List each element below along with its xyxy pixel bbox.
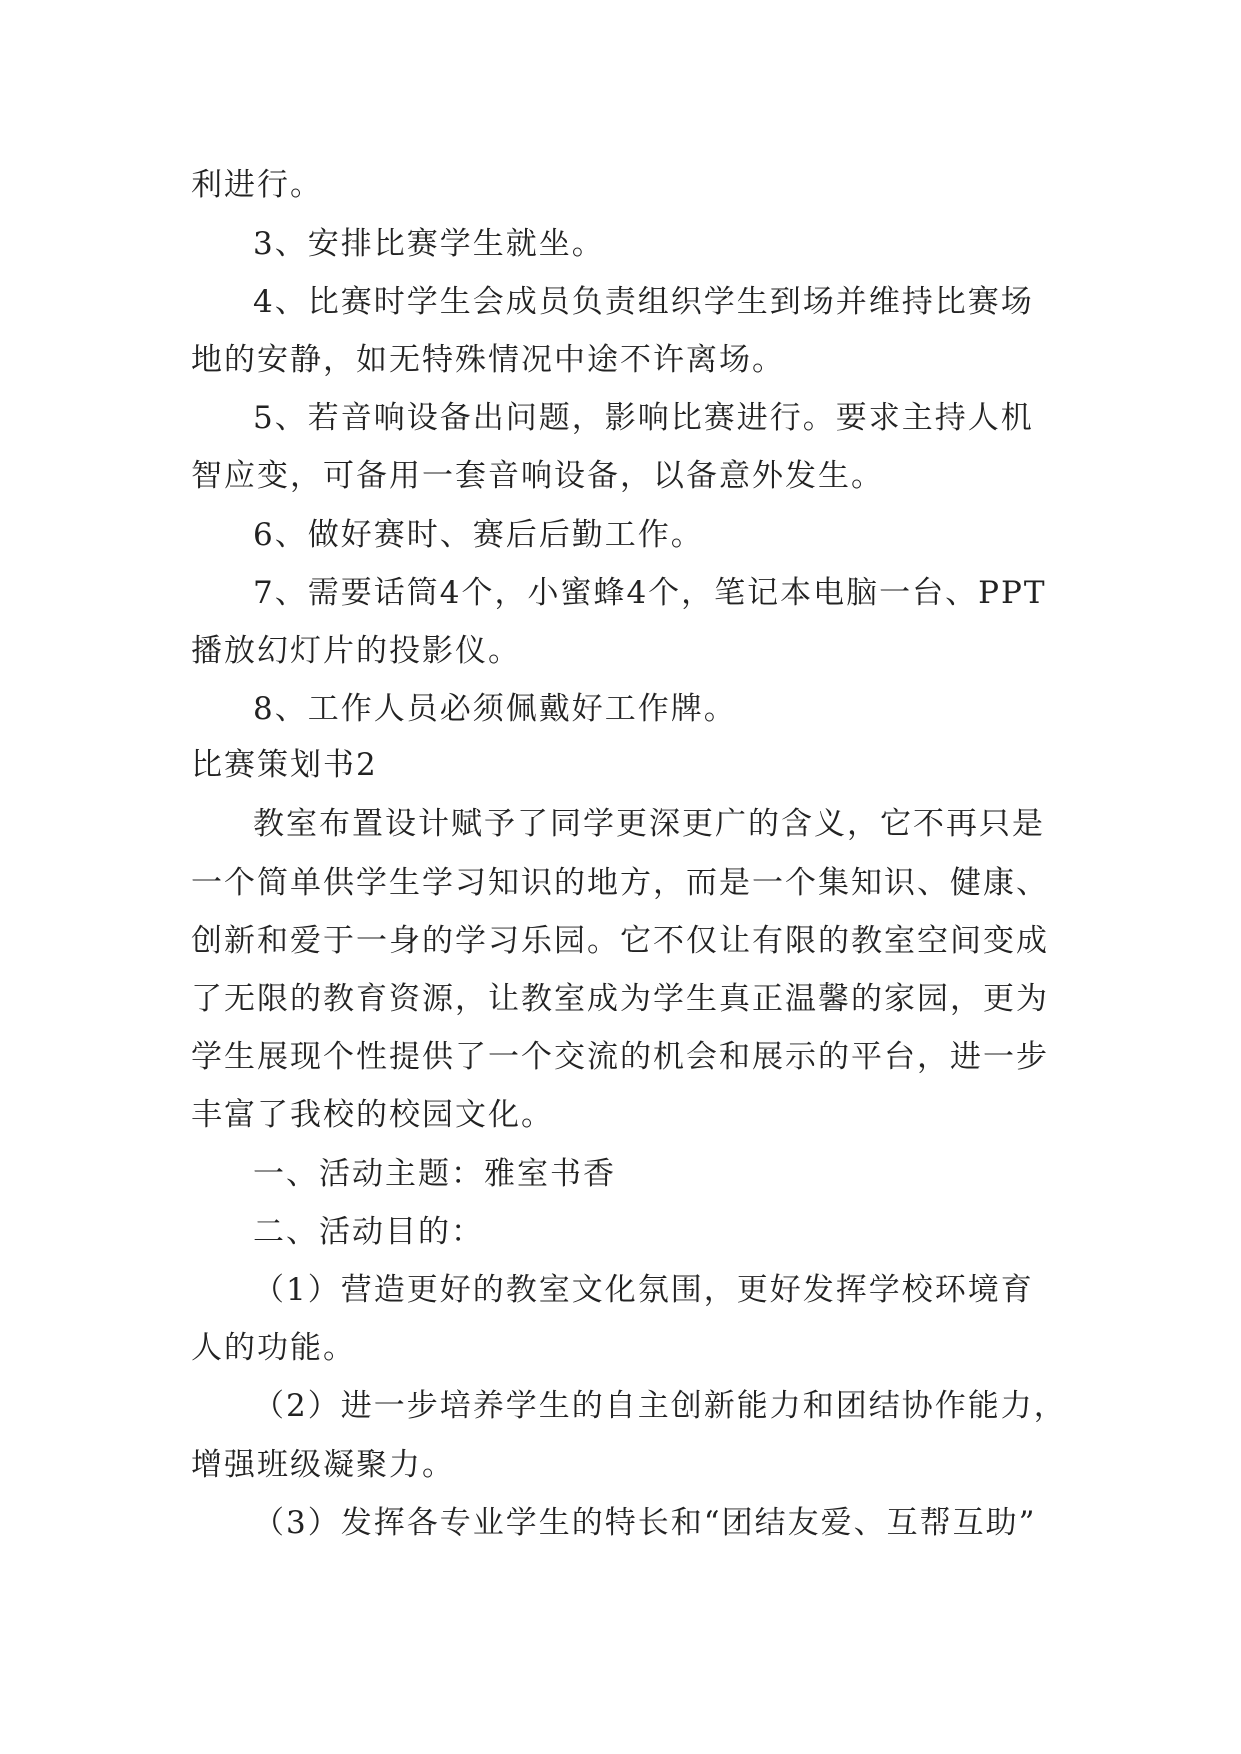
text-line-16: 学生展现个性提供了一个交流的机会和展示的平台，进一步 [191, 1039, 1049, 1075]
text-line-18: 一、活动主题：雅室书香 [253, 1156, 616, 1192]
text-line-21: 人的功能。 [191, 1330, 356, 1366]
text-line-10: 8、工作人员必须佩戴好工作牌。 [253, 691, 737, 727]
text-line-3: 4、比赛时学生会成员负责组织学生到场并维持比赛场 [253, 284, 1034, 320]
text-line-1: 利进行。 [191, 167, 323, 203]
text-line-15: 了无限的教育资源，让教室成为学生真正温馨的家园，更为 [191, 981, 1049, 1017]
text-line-7: 6、做好赛时、赛后后勤工作。 [253, 517, 704, 553]
text-line-6: 智应变，可备用一套音响设备，以备意外发生。 [191, 458, 884, 494]
text-line-8: 7、需要话筒4个，小蜜蜂4个，笔记本电脑一台、PPT [253, 575, 1047, 611]
text-line-23: 增强班级凝聚力。 [191, 1447, 455, 1483]
text-line-12: 教室布置设计赋予了同学更深更广的含义，它不再只是 [253, 806, 1045, 842]
text-line-14: 创新和爱于一身的学习乐园。它不仅让有限的教室空间变成 [191, 923, 1049, 959]
text-line-17: 丰富了我校的校园文化。 [191, 1097, 554, 1133]
section-heading: 比赛策划书2 [191, 747, 378, 783]
text-line-13: 一个简单供学生学习知识的地方，而是一个集知识、健康、 [191, 865, 1049, 901]
text-line-5: 5、若音响设备出问题，影响比赛进行。要求主持人机 [253, 400, 1034, 436]
text-line-9: 播放幻灯片的投影仪。 [191, 633, 521, 669]
text-line-24: （3）发挥各专业学生的特长和“团结友爱、互帮互助” [253, 1505, 1037, 1541]
text-line-2: 3、安排比赛学生就坐。 [253, 226, 605, 262]
text-line-22: （2）进一步培养学生的自主创新能力和团结协作能力， [253, 1388, 1067, 1424]
text-line-4: 地的安静，如无特殊情况中途不许离场。 [191, 342, 785, 378]
text-line-20: （1）营造更好的教室文化氛围，更好发挥学校环境育 [253, 1272, 1034, 1308]
text-line-19: 二、活动目的： [253, 1214, 484, 1250]
